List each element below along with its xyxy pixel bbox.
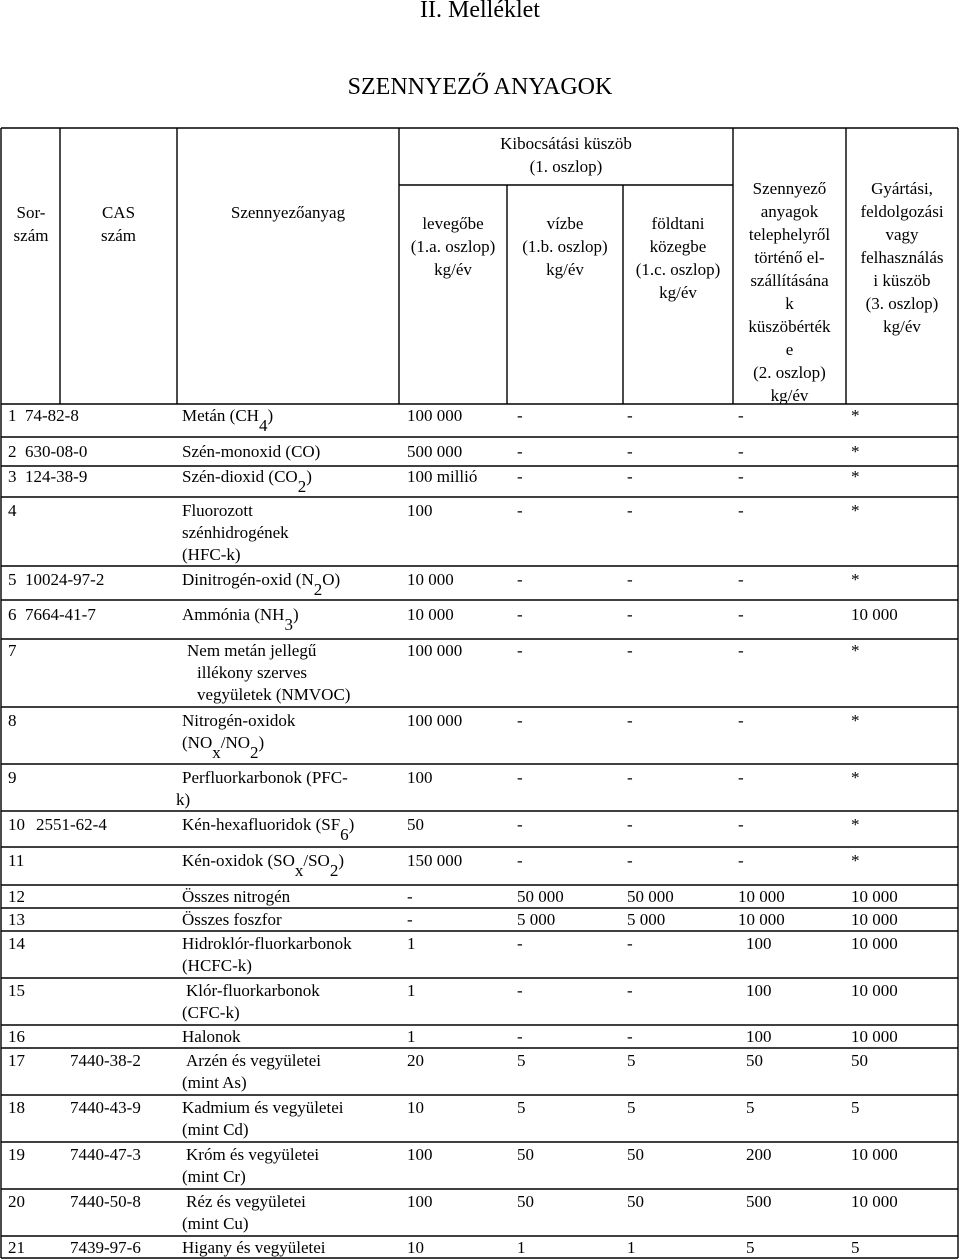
substance-name: Fluorozott szénhidrogének (HFC-k) [182, 501, 289, 564]
substance-name: Réz és vegyületei (mint Cu) [182, 1192, 306, 1233]
substance-name: Dinitrogén-oxid $(N_2O)$ [182, 570, 341, 599]
substance-name: Hidroklór-fluorkarbonok (HCFC-k) [182, 934, 352, 975]
substance-name: Szén-dioxid $(CO_2)$ [182, 467, 312, 496]
substance-name: Arzén és vegyületei (mint As) [182, 1051, 321, 1092]
substance-name: Nem metán jellegű illékony szerves vegyületek (NMVOC) [187, 641, 351, 704]
header-szennyezoanyag: Szennyezőanyag [230, 203, 346, 222]
substance-name: Perfluorkarbonok (PFC- k) [176, 768, 348, 809]
header-foldtani: földtani közegbe (1.c. oszlop) kg/év [635, 214, 721, 302]
document-subtitle: SZENNYEZŐ ANYAGOK [347, 74, 613, 100]
header-elszallitas: Szennyező anyagok telephelyről történő el- szállításána k küszöbérték e (2. oszlop) kg/év [748, 179, 831, 405]
substance-name: Kén-hexafluoridok $(SF_6)$ [182, 815, 355, 844]
substance-name: Összes foszfor [182, 910, 282, 929]
substance-name: Kadmium és vegyületei (mint Cd) [182, 1098, 344, 1139]
substance-name: Króm és vegyületei (mint Cr) [182, 1145, 320, 1186]
substance-name: Nitrogén-oxidok $(NO_x/NO_2)$ [182, 711, 296, 762]
substance-name: Szén-monoxid (CO) [182, 442, 321, 461]
substance-name: Klór-fluorkarbonok (CFC-k) [182, 981, 320, 1022]
page-title: II. Melléklet [420, 0, 540, 23]
header-vizbe: vízbe (1.b. oszlop) kg/év [522, 214, 608, 279]
header-cas: CAS szám [101, 203, 136, 245]
header-sorszam: Sor- szám [13, 203, 49, 245]
substance-name: Összes nitrogén [182, 887, 291, 906]
substance-name: Metán $(CH_4)$ [182, 406, 274, 435]
substance-name: Higany és vegyületei [182, 1238, 326, 1257]
substance-name: Halonok [182, 1027, 241, 1046]
header-gyartasi: Gyártási, feldolgozási vagy felhasználás i küszöb (3. oszlop) kg/év [860, 179, 944, 336]
header-levegobe: levegőbe (1.a. oszlop) kg/év [410, 214, 496, 279]
header-kibocsatasi-kuszob: Kibocsátási küszöb (1. oszlop) [500, 134, 632, 176]
substance-name: Kén-oxidok $(SO_x/SO_2)$ [182, 851, 344, 880]
substance-name: Ammónia $(NH_3)$ [182, 605, 299, 634]
